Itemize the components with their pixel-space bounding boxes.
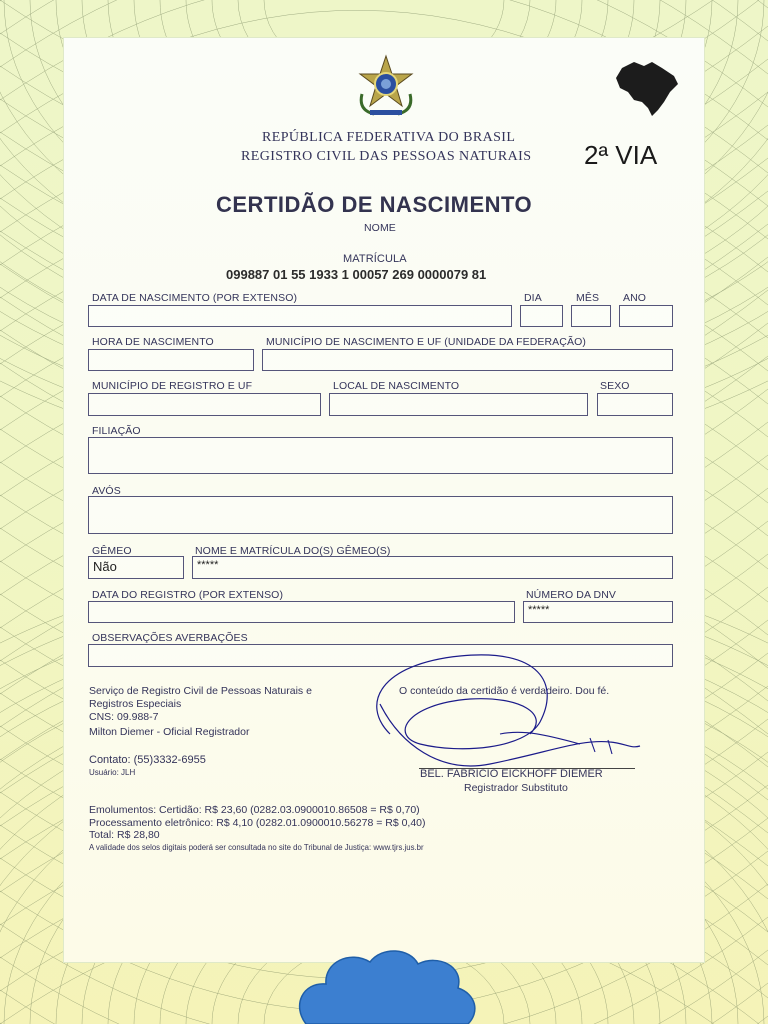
header-line-1: REPÚBLICA FEDERATIVA DO BRASIL	[262, 130, 516, 145]
copy-label: 2ª VIA	[584, 140, 658, 170]
grandparents-field	[88, 496, 673, 534]
office-cns: CNS: 09.988-7	[89, 711, 159, 723]
birth-city-label: MUNICÍPIO DE NASCIMENTO E UF (UNIDADE DA FEDERAÇÃO)	[266, 336, 586, 348]
matricula-label: MATRÍCULA	[343, 253, 407, 265]
year-field	[619, 305, 673, 327]
fees-total: Total: R$ 28,80	[89, 829, 160, 841]
coat-of-arms-icon	[356, 54, 416, 118]
sex-label: SEXO	[600, 380, 630, 392]
grandparents-label: AVÓS	[92, 485, 121, 497]
registry-date-label: DATA DO REGISTRO (POR EXTENSO)	[92, 589, 284, 601]
twin-label: GÊMEO	[92, 545, 132, 557]
birth-city-field	[262, 349, 673, 371]
matricula-number: 099887 01 55 1933 1 00057 269 0000079 81	[226, 267, 487, 282]
office-officer: Milton Diemer - Oficial Registrador	[89, 726, 250, 738]
month-label: MÊS	[576, 292, 600, 304]
day-field	[520, 305, 563, 327]
birth-place-field	[329, 393, 588, 416]
signatory-role: Registrador Substituto	[464, 782, 568, 794]
registry-date-field	[88, 601, 515, 623]
birth-time-field	[88, 349, 254, 371]
attestation-text: O conteúdo da certidão é verdadeiro. Dou fé.	[399, 685, 610, 697]
parents-field	[88, 437, 673, 474]
twin-names-field: *****	[192, 556, 673, 579]
signatory-name: BEL. FABRICIO EICKHOFF DIEMER	[420, 768, 603, 780]
sex-field	[597, 393, 673, 416]
office-line-2: Registros Especiais	[89, 698, 182, 710]
document-title: CERTIDÃO DE NASCIMENTO	[216, 192, 533, 217]
fees-note: A validade dos selos digitais poderá ser consultada no site do Tribunal de Justiça: www.tjrs.jus.br	[89, 843, 424, 852]
parents-label: FILIAÇÃO	[92, 425, 141, 437]
dnv-label: NÚMERO DA DNV	[526, 589, 616, 601]
registry-city-label: MUNICÍPIO DE REGISTRO E UF	[92, 380, 253, 392]
office-line-1: Serviço de Registro Civil de Pessoas Naturais e	[89, 685, 312, 697]
birth-place-label: LOCAL DE NASCIMENTO	[333, 380, 460, 392]
birth-date-field	[88, 305, 512, 327]
office-user: Usuário: JLH	[89, 768, 136, 777]
seal-icon	[292, 946, 478, 1024]
fees-line-1: Emolumentos: Certidão: R$ 23,60 (0282.03.0900010.86508 = R$ 0,70)	[89, 804, 420, 816]
year-label: ANO	[623, 292, 647, 304]
birth-date-label: DATA DE NASCIMENTO (POR EXTENSO)	[92, 292, 298, 304]
fees-line-2: Processamento eletrônico: R$ 4,10 (0282.01.0900010.56278 = R$ 0,40)	[89, 817, 426, 829]
dnv-field: *****	[523, 601, 673, 623]
notes-label: OBSERVAÇÕES AVERBAÇÕES	[92, 632, 248, 644]
brazil-map-icon	[612, 58, 682, 120]
twin-names-label: NOME E MATRÍCULA DO(S) GÊMEO(S)	[195, 545, 391, 557]
twin-field: Não	[88, 556, 184, 579]
header-line-2: REGISTRO CIVIL DAS PESSOAS NATURAIS	[241, 149, 532, 164]
birth-time-label: HORA DE NASCIMENTO	[92, 336, 214, 348]
day-label: DIA	[524, 292, 542, 304]
name-label: NOME	[364, 222, 396, 234]
registry-city-field	[88, 393, 321, 416]
month-field	[571, 305, 611, 327]
office-contact: Contato: (55)3332-6955	[89, 754, 206, 766]
